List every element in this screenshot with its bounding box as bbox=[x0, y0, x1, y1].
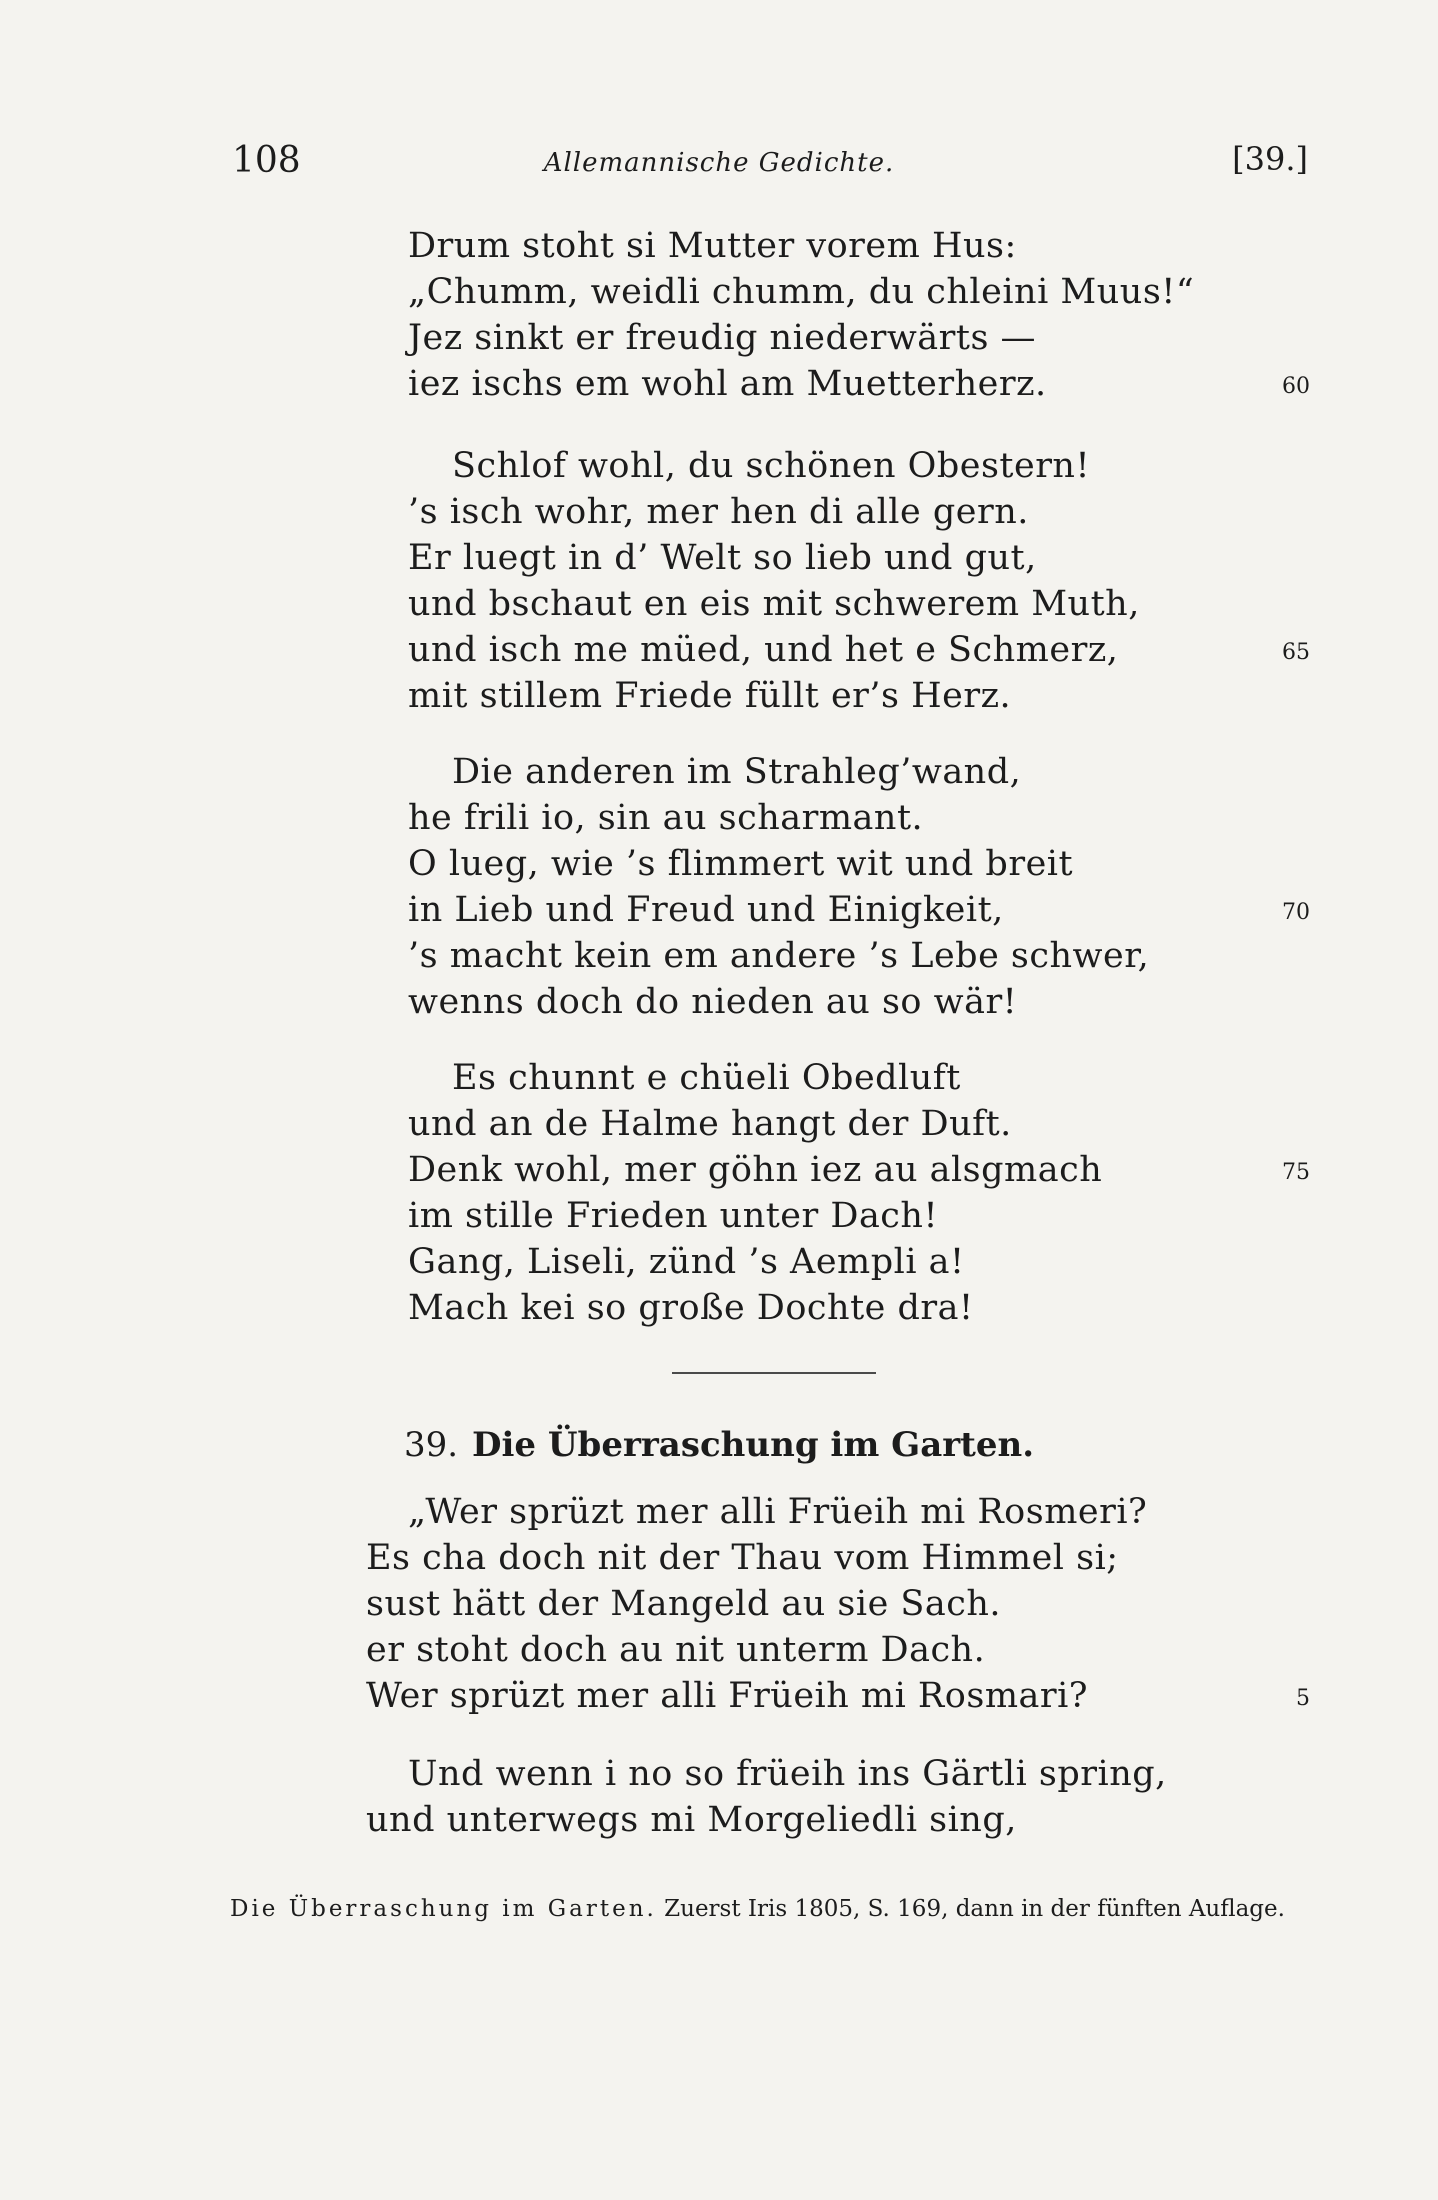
page-header bbox=[0, 140, 1438, 190]
verse-line: ’s macht kein em andere ’s Lebe schwer, bbox=[408, 936, 1150, 976]
verse-line: ’s isch wohr, mer hen di alle gern. bbox=[408, 492, 1029, 532]
section-reference: [39.] bbox=[1232, 140, 1308, 178]
poem-title-text: Die Überraschung im Garten. bbox=[472, 1425, 1035, 1465]
verse-line: iez ischs em wohl am Muetterherz. bbox=[408, 364, 1047, 404]
verse-line: „Wer sprüzt mer alli Früeih mi Rosmeri? bbox=[408, 1492, 1148, 1532]
section-divider bbox=[672, 1372, 876, 1374]
verse-line: in Lieb und Freud und Einigkeit, bbox=[408, 890, 1004, 930]
verse-line: Es cha doch nit der Thau vom Himmel si; bbox=[366, 1538, 1119, 1578]
poem-title bbox=[0, 1425, 1438, 1465]
line-number: 70 bbox=[1282, 900, 1310, 925]
verse-line: Er luegt in d’ Welt so lieb und gut, bbox=[408, 538, 1037, 578]
verse-line: und unterwegs mi Morgeliedli sing, bbox=[366, 1800, 1017, 1840]
verse-line: he frili io, sin au scharmant. bbox=[408, 798, 924, 838]
verse-line: Und wenn i no so früeih ins Gärtli spring, bbox=[408, 1754, 1167, 1794]
verse-line: und bschaut en eis mit schwerem Muth, bbox=[408, 584, 1140, 624]
verse-line: und isch me müed, und het e Schmerz, bbox=[408, 630, 1119, 670]
footnote-text: Zuerst Iris 1805, S. 169, dann in der fünften Auflage. bbox=[664, 1896, 1285, 1922]
footnote-title: Die Überraschung im Garten. bbox=[230, 1896, 657, 1922]
verse-line: Die anderen im Strahleg’wand, bbox=[452, 752, 1022, 792]
poem-number: 39. bbox=[403, 1425, 459, 1465]
line-number: 75 bbox=[1282, 1160, 1310, 1185]
verse-line: sust hätt der Mangeld au sie Sach. bbox=[366, 1584, 1002, 1624]
verse-line: wenns doch do nieden au so wär! bbox=[408, 982, 1018, 1022]
footnote bbox=[230, 1892, 1310, 1926]
verse-line: und an de Halme hangt der Duft. bbox=[408, 1104, 1012, 1144]
verse-line: Drum stoht si Mutter vorem Hus: bbox=[408, 226, 1017, 266]
verse-line: Mach kei so große Dochte dra! bbox=[408, 1288, 974, 1328]
verse-line: Wer sprüzt mer alli Früeih mi Rosmari? bbox=[366, 1676, 1089, 1716]
verse-line: Gang, Liseli, zünd ’s Aempli a! bbox=[408, 1242, 965, 1282]
verse-line: O lueg, wie ’s flimmert wit und breit bbox=[408, 844, 1074, 884]
verse-line: Schlof wohl, du schönen Obestern! bbox=[452, 446, 1091, 486]
page-number: 108 bbox=[232, 140, 301, 181]
verse-line: Es chunnt e chüeli Obedluft bbox=[452, 1058, 961, 1098]
verse-line: im stille Frieden unter Dach! bbox=[408, 1196, 939, 1236]
verse-line: Jez sinkt er freudig niederwärts — bbox=[408, 318, 1037, 358]
verse-line: mit stillem Friede füllt er’s Herz. bbox=[408, 676, 1012, 716]
line-number: 60 bbox=[1282, 374, 1310, 399]
verse-line: er stoht doch au nit unterm Dach. bbox=[366, 1630, 986, 1670]
running-title: Allemannische Gedichte. bbox=[543, 148, 895, 178]
verse-line: Denk wohl, mer göhn iez au alsgmach bbox=[408, 1150, 1103, 1190]
verse-line: „Chumm, weidli chumm, du chleini Muus!“ bbox=[408, 272, 1195, 312]
line-number: 5 bbox=[1296, 1686, 1310, 1711]
line-number: 65 bbox=[1282, 640, 1310, 665]
